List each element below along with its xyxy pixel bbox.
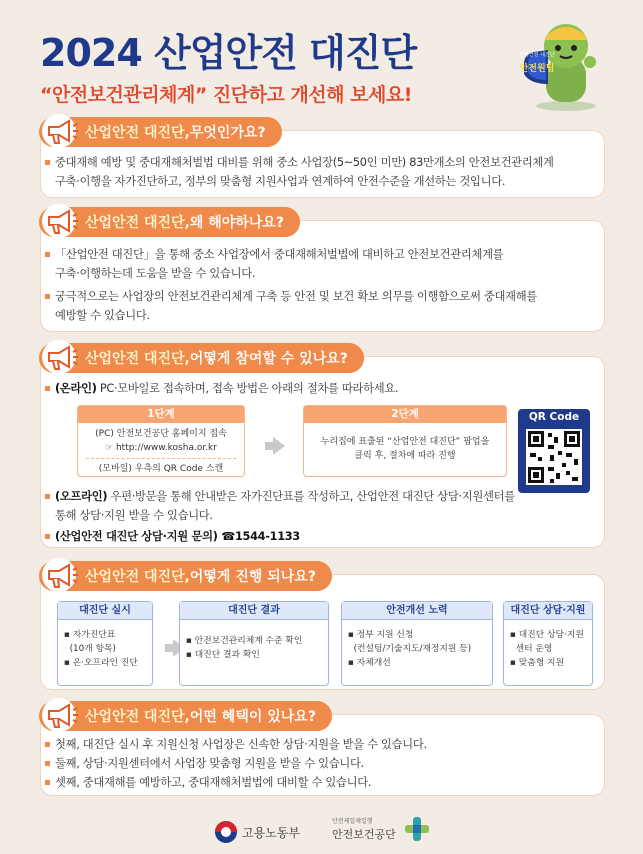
agency-name: 안전보건공단 bbox=[332, 828, 396, 841]
contact-bullet: (산업안전 대진단 상담·지원 문의) ☎1544-1133 bbox=[55, 527, 595, 546]
process-item: ▪ 정부 지원 신청 bbox=[348, 630, 414, 640]
process-box-2-title: 대진단 결과 bbox=[180, 602, 328, 620]
step-1-title: 1단계 bbox=[78, 406, 244, 423]
page-subtitle: “안전보건관리체계” 진단하고 개선해 보세요! bbox=[40, 84, 412, 106]
arrow-icon bbox=[273, 437, 285, 455]
step-1-mobile: (모바일) 우측의 QR Code 스캔 bbox=[98, 464, 224, 474]
process-item: ▪ 대진단 결과 확인 bbox=[186, 650, 260, 660]
process-box-1-title: 대진단 실시 bbox=[58, 602, 152, 620]
mascot-badge-top: 산업안전 대진단 bbox=[519, 52, 555, 58]
footer bbox=[0, 808, 643, 854]
step-1-url-link[interactable]: ☞ http://www.kosha.or.kr bbox=[105, 443, 217, 453]
step-2-line-1: 누리집에 표출된 “산업안전 대진단” 팝업을 bbox=[320, 437, 490, 447]
section-what-bullet: 중대재해 예방 및 중대재해처벌법 대비를 위해 중소 사업장(5~50인 미만) 83만개소의 안전보건관리체계 구축·이행을 자가진단하고, 정부의 맞춤형 지원사업과 연계하여 안전수준을 개선하는 것입니다. bbox=[55, 153, 595, 191]
section-participate-title: 산업안전 대진단, 어떻게 참여할 수 있나요? bbox=[39, 343, 364, 373]
process-box-1 bbox=[57, 601, 153, 686]
section-what bbox=[40, 125, 605, 198]
process-item: ▪ 대진단 상담·지원 bbox=[510, 630, 584, 640]
agency-small-text: 안전제일제일행 bbox=[332, 818, 373, 825]
offline-bullet: (오프라인) 우편·방문을 통해 안내받은 자가진단표를 작성하고, 산업안전 대진단 상담·지원센터를 통해 상담·지원 받을 수 있습니다. bbox=[55, 487, 595, 525]
step-2-title: 2단계 bbox=[304, 406, 506, 423]
qr-code-panel[interactable] bbox=[518, 409, 590, 493]
megaphone-icon bbox=[41, 697, 81, 733]
benefit-bullet-1: 첫째, 대진단 실시 후 지원신청 사업장은 신속한 상담·지원을 받을 수 있습니다. bbox=[55, 735, 595, 754]
step-2-line-2: 클릭 후, 절차에 따라 진행 bbox=[354, 451, 456, 461]
qr-code-label: QR Code bbox=[528, 411, 580, 423]
benefit-bullet-2: 둘째, 상담·지원센터에서 사업장 맞춤형 지원을 받을 수 있습니다. bbox=[55, 754, 595, 773]
section-participate bbox=[40, 351, 605, 548]
header bbox=[0, 0, 643, 112]
section-what-title: 산업안전 대진단, 무엇인가요? bbox=[39, 117, 282, 147]
megaphone-icon bbox=[41, 203, 81, 239]
section-process bbox=[40, 569, 605, 690]
section-benefit bbox=[40, 709, 605, 796]
section-why-bullet-1: 「산업안전 대진단」을 통해 중소 사업장에서 중대재해처벌법에 대비하고 안전보건관리체계를 구축·이행하는데 도움을 받을 수 있습니다. bbox=[55, 245, 595, 283]
process-box-3-title: 안전개선 노력 bbox=[342, 602, 492, 620]
section-participate-heading bbox=[39, 343, 364, 373]
section-process-heading bbox=[39, 561, 332, 591]
process-item: 센터 운영 bbox=[515, 644, 553, 654]
step-1-box bbox=[77, 405, 245, 477]
process-item: ▪ 안전보건관리체계 수준 확인 bbox=[186, 636, 303, 646]
step-2-box bbox=[303, 405, 507, 477]
agency-cross-logo-icon bbox=[404, 816, 430, 842]
mascot-badge-main: 안전원팀 bbox=[519, 64, 555, 74]
process-item: (10개 항목) bbox=[69, 644, 116, 654]
online-bullet: (온라인) PC·모바일로 접속하며, 접속 방법은 아래의 절차를 따라하세요. bbox=[55, 379, 595, 398]
contact-phone[interactable]: ☎1544-1133 bbox=[217, 530, 300, 543]
process-item: ▪ 맞춤형 지원 bbox=[510, 658, 565, 668]
section-why-title: 산업안전 대진단, 왜 해야하나요? bbox=[39, 207, 300, 237]
megaphone-icon bbox=[41, 113, 81, 149]
ministry-name: 고용노동부 bbox=[242, 826, 300, 840]
section-why bbox=[40, 215, 605, 332]
process-item: (컨설팅/기술지도/재정지원 등) bbox=[353, 644, 472, 654]
process-box-4-title: 대진단 상담·지원 bbox=[504, 602, 592, 620]
benefit-bullet-3: 셋째, 중대재해를 예방하고, 중대재해처벌법에 대비할 수 있습니다. bbox=[55, 773, 595, 792]
section-benefit-heading bbox=[39, 701, 332, 731]
section-process-title: 산업안전 대진단, 어떻게 진행 되나요? bbox=[39, 561, 332, 591]
process-item: ▪ 자가진단표 bbox=[64, 630, 116, 640]
megaphone-icon bbox=[41, 557, 81, 593]
mascot-illustration bbox=[518, 14, 614, 112]
section-benefit-title: 산업안전 대진단, 어떤 혜택이 있나요? bbox=[39, 701, 332, 731]
process-box-4 bbox=[503, 601, 593, 686]
section-what-heading bbox=[39, 117, 282, 147]
ministry-logo-icon bbox=[214, 820, 238, 844]
megaphone-icon bbox=[41, 339, 81, 375]
step-1-pc: (PC) 안전보건공단 홈페이지 접속 bbox=[95, 429, 227, 439]
process-box-2 bbox=[179, 601, 329, 686]
process-box-3 bbox=[341, 601, 493, 686]
section-why-heading bbox=[39, 207, 300, 237]
section-why-bullet-2: 궁극적으로는 사업장의 안전보건관리체계 구축 등 안전 및 보건 확보 의무를 이행함으로써 중대재해를 예방할 수 있습니다. bbox=[55, 287, 595, 325]
process-item: ▪ 온·오프라인 진단 bbox=[64, 658, 138, 668]
qr-code-icon[interactable] bbox=[526, 429, 582, 485]
process-item: ▪ 자체개선 bbox=[348, 658, 391, 668]
page-title: 2024 산업안전 대진단 bbox=[40, 31, 417, 75]
